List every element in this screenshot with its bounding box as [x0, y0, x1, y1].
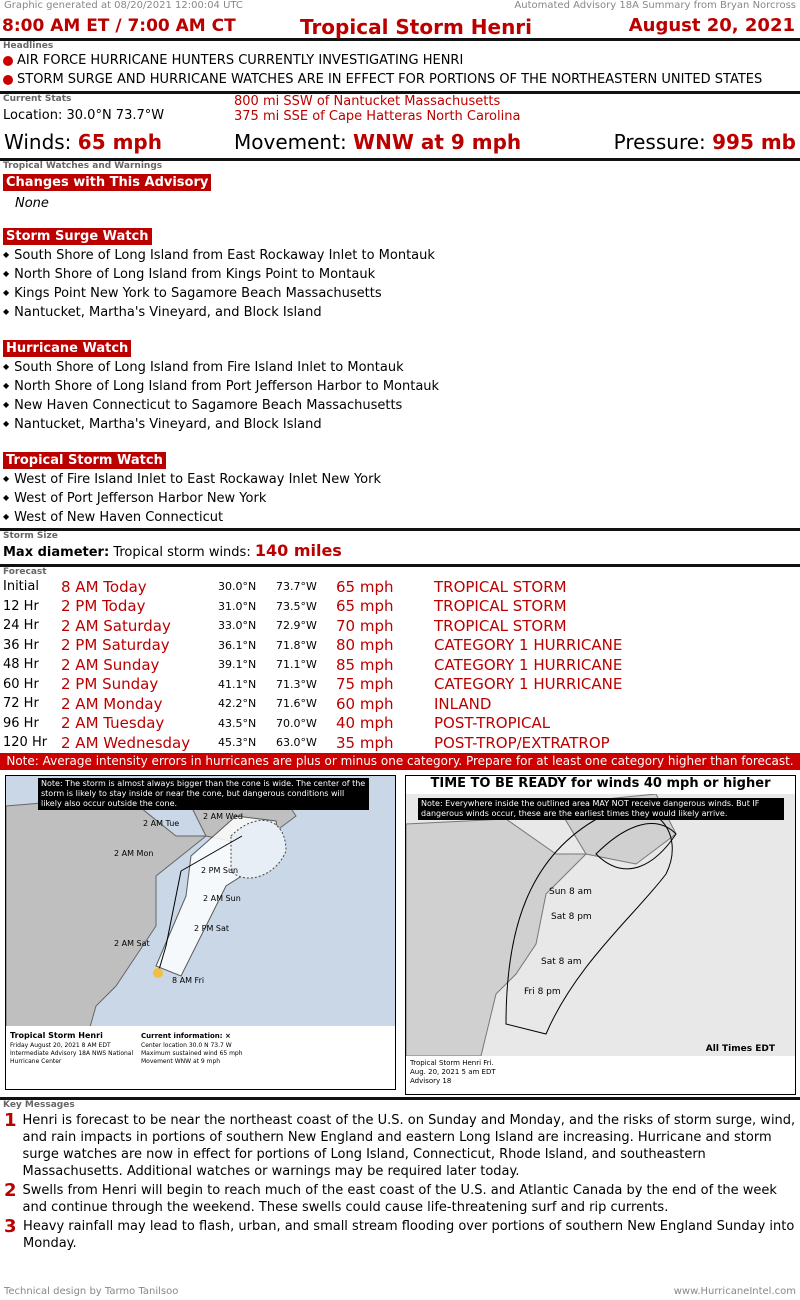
advisory-date: August 20, 2021: [628, 15, 795, 36]
forecast-row: 72 Hr 2 AM Monday 42.2°N 71.6°W 60 mph INLAND: [3, 694, 492, 713]
forecast-row: 36 Hr 2 PM Saturday 36.1°N 71.8°W 80 mph CATEGORY 1 HURRICANE: [3, 636, 623, 655]
svg-text:Tropical Storm Henri: Tropical Storm Henri: [10, 1030, 103, 1040]
stats-row: [0, 130, 800, 158]
forecast-row: Initial 8 AM Today 30.0°N 73.7°W 65 mph TROPICAL STORM: [3, 577, 567, 596]
surge-watch-badge: Storm Surge Watch: [3, 228, 152, 245]
advisory-time: 8:00 AM ET / 7:00 AM CT: [2, 16, 236, 36]
watches-label: Tropical Watches and Warnings: [3, 161, 163, 171]
footer: [0, 1286, 800, 1298]
forecast-row: 60 Hr 2 PM Sunday 41.1°N 71.3°W 75 mph CATEGORY 1 HURRICANE: [3, 675, 623, 694]
cone-sub: Friday August 20, 2021 8 AM EDT Intermediate Advisory 18A NWS National Hurricane Center: [10, 1041, 134, 1065]
storm-size: Max diameter: Tropical storm winds: 140 miles: [3, 541, 342, 560]
arrival-caption: Tropical Storm Henri Fri. Aug. 20, 2021 5 am EDT Advisory 18: [410, 1058, 496, 1085]
winds: Winds: 65 mph: [4, 130, 162, 154]
key-label: Key Messages: [3, 1099, 75, 1110]
svg-text:2 PM Sun: 2 PM Sun: [201, 865, 239, 875]
forecast-row: 120 Hr 2 AM Wednesday 45.3°N 63.0°W 35 mph POST-TROP/EXTRATROP: [3, 733, 610, 752]
size-label: Storm Size: [3, 531, 58, 541]
ts-watch-badge: Tropical Storm Watch: [3, 452, 166, 469]
list-item: ◆ North Shore of Long Island from Kings Point to Montauk: [3, 266, 800, 283]
movement: Movement: WNW at 9 mph: [234, 130, 522, 154]
forecast-note: Note: Average intensity errors in hurricanes are plus or minus one category. Prepare for at least one category higher than forecast.: [0, 753, 800, 770]
top-line: [0, 0, 800, 12]
title-bar: [0, 12, 800, 38]
cone-info: Center location 30.0 N 73.7 W Maximum sustained wind 65 mph Movement WNW at 9 mph: [141, 1041, 243, 1065]
arrival-times: All Times EDT: [705, 1043, 775, 1054]
list-item: ◆ West of Fire Island Inlet to East Rockaway Inlet New York: [3, 471, 800, 488]
svg-text:Sat 8 pm: Sat 8 pm: [551, 911, 592, 922]
svg-text:Fri 8 pm: Fri 8 pm: [524, 986, 561, 997]
list-item: ◆ Nantucket, Martha's Vineyard, and Block Island: [3, 416, 800, 433]
forecast-table: [0, 577, 800, 753]
list-item: ◆ South Shore of Long Island from Fire Island Inlet to Montauk: [3, 359, 800, 376]
stats-label: Current Stats: [3, 94, 72, 104]
source-text: Automated Advisory 18A Summary from Bryan Norcross: [514, 0, 796, 11]
svg-text:Sun 8 am: Sun 8 am: [549, 886, 592, 897]
cone-map: [5, 775, 396, 1090]
svg-text:2 AM Mon: 2 AM Mon: [114, 848, 154, 858]
list-item: ◆ North Shore of Long Island from Port Jefferson Harbor to Montauk: [3, 378, 800, 395]
location: Location: 30.0°N 73.7°W: [3, 108, 165, 123]
bullet-icon: [3, 56, 13, 66]
maps-section: [0, 770, 800, 1097]
key-message: 3 Heavy rainfall may lead to flash, urban, and small stream flooding over portions of southern New England Sunday into Monday.: [4, 1215, 795, 1251]
svg-text:8 AM Fri: 8 AM Fri: [172, 975, 205, 985]
svg-text:Sat 8 am: Sat 8 am: [541, 956, 582, 967]
list-item: ◆ West of Port Jefferson Harbor New York: [3, 490, 800, 507]
svg-text:2 AM Wed: 2 AM Wed: [203, 811, 243, 821]
pressure: Pressure: 995 mb: [613, 130, 796, 154]
forecast-row: 48 Hr 2 AM Sunday 39.1°N 71.1°W 85 mph CATEGORY 1 HURRICANE: [3, 655, 623, 674]
changes-badge: Changes with This Advisory: [3, 174, 211, 191]
svg-text:2 AM Sat: 2 AM Sat: [114, 938, 150, 948]
headline-item: AIR FORCE HURRICANE HUNTERS CURRENTLY INVESTIGATING HENRI: [3, 53, 800, 68]
svg-text:2 PM Sat: 2 PM Sat: [194, 923, 230, 933]
forecast-label: Forecast: [3, 567, 47, 577]
forecast-row: 24 Hr 2 AM Saturday 33.0°N 72.9°W 70 mph TROPICAL STORM: [3, 616, 567, 635]
arrival-note: Note: Everywhere inside the outlined area MAY NOT receive dangerous winds. But IF dangerous winds occur, these are the earliest times they would likely arrive.: [418, 798, 784, 820]
site-link[interactable]: www.HurricaneIntel.com: [673, 1286, 796, 1297]
changes-none: None: [15, 196, 49, 211]
arrival-map: [405, 775, 796, 1095]
list-item: ◆ Nantucket, Martha's Vineyard, and Block Island: [3, 304, 800, 321]
storm-name: Tropical Storm Henri: [300, 15, 533, 39]
headline-item: STORM SURGE AND HURRICANE WATCHES ARE IN EFFECT FOR PORTIONS OF THE NORTHEASTERN UNITED STATES: [3, 72, 800, 87]
list-item: ◆ New Haven Connecticut to Sagamore Beach Massachusetts: [3, 397, 800, 414]
design-credit: Technical design by Tarmo Tanilsoo: [4, 1286, 179, 1297]
hurricane-watch-badge: Hurricane Watch: [3, 340, 131, 357]
list-item: ◆ West of New Haven Connecticut: [3, 509, 800, 526]
svg-text:2 AM Sun: 2 AM Sun: [203, 893, 241, 903]
svg-text:2 AM Tue: 2 AM Tue: [143, 818, 180, 828]
forecast-row: 96 Hr 2 AM Tuesday 43.5°N 70.0°W 40 mph POST-TROPICAL: [3, 714, 551, 733]
arrival-title: TIME TO BE READY for winds 40 mph or higher: [430, 775, 771, 791]
cone-note: Note: The storm is almost always bigger than the cone is wide. The center of the storm is likely to stay inside or near the cone, but dangerous conditions will likely also occur outside the cone.: [38, 778, 369, 810]
generated-text: Graphic generated at 08/20/2021 12:00:04 UTC: [4, 0, 243, 11]
bullet-icon: [3, 75, 13, 85]
distances: 800 mi SSW of Nantucket Massachusetts 375 mi SSE of Cape Hatteras North Carolina: [234, 94, 521, 124]
list-item: ◆ Kings Point New York to Sagamore Beach Massachusetts: [3, 285, 800, 302]
key-message: 2 Swells from Henri will begin to reach much of the east coast of the U.S. and Atlantic Canada by the end of the week and continue through the weekend. These swells could cause life-threatening surf and rip currents.: [4, 1179, 777, 1215]
key-message: 1 Henri is forecast to be near the northeast coast of the U.S. on Sunday and Monday, and the risks of storm surge, wind, and rain impacts in portions of southern New England and eastern Long Island are increasing. Hurricane and storm surge watches are now in effect for portions of Long Island, Connecticut, Rhode Island, and southeastern Massachusetts. Additional watches or warnings may be required later today.: [4, 1109, 796, 1179]
forecast-row: 12 Hr 2 PM Today 31.0°N 73.5°W 65 mph TROPICAL STORM: [3, 597, 567, 616]
list-item: ◆ South Shore of Long Island from East Rockaway Inlet to Montauk: [3, 247, 800, 264]
headlines-label: Headlines: [3, 41, 54, 51]
svg-text:Current information: ×: Current information: ×: [141, 1031, 231, 1040]
